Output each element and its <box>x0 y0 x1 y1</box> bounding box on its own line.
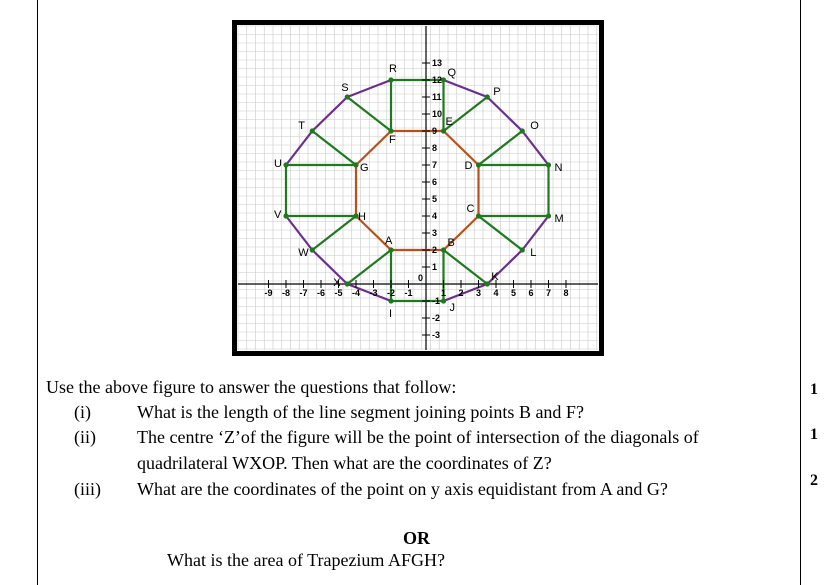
point-label-f: F <box>389 134 396 146</box>
point-label-m: M <box>554 213 564 225</box>
y-tick-label: 11 <box>432 92 442 102</box>
point-label-d: D <box>464 160 473 172</box>
x-tick-label: 2 <box>458 288 464 298</box>
question-2-number: (ii) <box>74 427 96 447</box>
question-1-marks: 1 <box>810 381 818 398</box>
point-label-w: W <box>298 247 309 259</box>
point-l <box>520 247 525 252</box>
question-2-text-line-1: The centre ‘Z’of the figure will be the point of intersection of the diagonals of <box>137 427 699 447</box>
point-label-u: U <box>274 158 282 170</box>
y-tick-label: 1 <box>432 262 438 272</box>
question-2-text-line-2: quadrilateral WXOP. Then what are the coordinates of Z? <box>137 453 552 473</box>
point-k <box>485 281 490 286</box>
point-d <box>476 162 481 167</box>
point-f <box>388 128 393 133</box>
y-tick-label: -1 <box>432 296 441 306</box>
question-1-number: (i) <box>74 402 91 422</box>
point-label-v: V <box>274 209 282 221</box>
y-tick-label: 2 <box>432 245 438 255</box>
point-label-p: P <box>493 86 501 98</box>
point-m <box>546 213 551 218</box>
point-label-j: J <box>449 302 455 314</box>
x-tick-label: 1 <box>440 288 447 298</box>
y-tick-label: 8 <box>432 143 438 153</box>
point-label-g: G <box>360 162 369 174</box>
y-tick-label: -3 <box>432 330 441 340</box>
coordinate-figure <box>232 20 604 356</box>
point-x <box>345 281 350 286</box>
x-tick-label: -2 <box>386 288 396 298</box>
x-tick-label: 4 <box>493 288 499 298</box>
point-label-i: I <box>389 308 393 320</box>
question-2-marks: 1 <box>810 426 818 443</box>
point-label-n: N <box>554 162 563 174</box>
x-tick-label: -3 <box>369 288 378 298</box>
intro-text: Use the above figure to answer the questions that follow: <box>46 377 457 397</box>
alternate-question-text: What is the area of Trapezium AFGH? <box>167 550 445 570</box>
point-o <box>520 128 525 133</box>
point-a <box>388 247 393 252</box>
point-label-e: E <box>445 116 453 128</box>
question-3-marks: 2 <box>810 472 818 489</box>
y-tick-label: 7 <box>432 160 438 170</box>
point-label-r: R <box>389 63 397 75</box>
point-label-t: T <box>298 120 305 132</box>
x-tick-label: 5 <box>510 288 517 298</box>
y-tick-label: 0 <box>418 273 424 283</box>
point-label-l: L <box>530 247 537 259</box>
point-r <box>388 77 393 82</box>
point-label-c: C <box>466 203 475 215</box>
point-v <box>283 213 288 218</box>
y-tick-label: 12 <box>432 75 443 85</box>
x-tick-label: -8 <box>281 288 291 298</box>
question-3-text: What are the coordinates of the point on y axis equidistant from A and G? <box>137 479 668 499</box>
x-tick-label: 8 <box>563 288 569 298</box>
x-tick-label: -4 <box>351 288 361 298</box>
x-tick-label: 3 <box>475 288 482 298</box>
marks-column-rule <box>800 0 801 585</box>
point-g <box>353 162 358 167</box>
x-tick-label: -6 <box>316 288 326 298</box>
point-label-q: Q <box>447 67 457 79</box>
point-label-h: H <box>358 211 366 223</box>
y-tick-label: 6 <box>432 177 438 187</box>
point-b <box>441 247 446 252</box>
x-tick-label: -9 <box>264 288 273 298</box>
x-tick-label: 7 <box>545 288 552 298</box>
y-tick-label: 3 <box>432 228 438 238</box>
point-label-a: A <box>385 235 393 247</box>
y-tick-label: 13 <box>432 58 443 68</box>
y-tick-label: 4 <box>432 211 438 221</box>
point-i <box>388 298 393 303</box>
x-tick-label: 6 <box>528 288 534 298</box>
point-e <box>441 128 446 133</box>
y-tick-label: 10 <box>432 109 443 119</box>
figure-frame <box>235 23 602 354</box>
point-u <box>283 162 288 167</box>
point-n <box>546 162 551 167</box>
x-tick-label: -7 <box>299 288 308 298</box>
point-c <box>476 213 481 218</box>
x-tick-label: -5 <box>334 288 343 298</box>
y-tick-label: 9 <box>432 126 438 136</box>
point-j <box>441 298 446 303</box>
question-1-text: What is the length of the line segment joining points B and F? <box>137 402 584 422</box>
point-t <box>310 128 315 133</box>
y-tick-label: 5 <box>432 194 438 204</box>
question-3-number: (iii) <box>74 479 101 499</box>
y-tick-label: -2 <box>432 313 441 323</box>
point-label-b: B <box>447 237 455 249</box>
or-label: OR <box>403 528 430 548</box>
point-label-x: X <box>333 277 341 289</box>
point-label-k: K <box>491 271 499 283</box>
point-p <box>485 94 490 99</box>
left-margin-rule <box>37 0 38 585</box>
point-s <box>345 94 350 99</box>
point-label-o: O <box>530 120 539 132</box>
point-w <box>310 247 315 252</box>
x-tick-label: -1 <box>404 288 413 298</box>
point-label-s: S <box>341 82 349 94</box>
